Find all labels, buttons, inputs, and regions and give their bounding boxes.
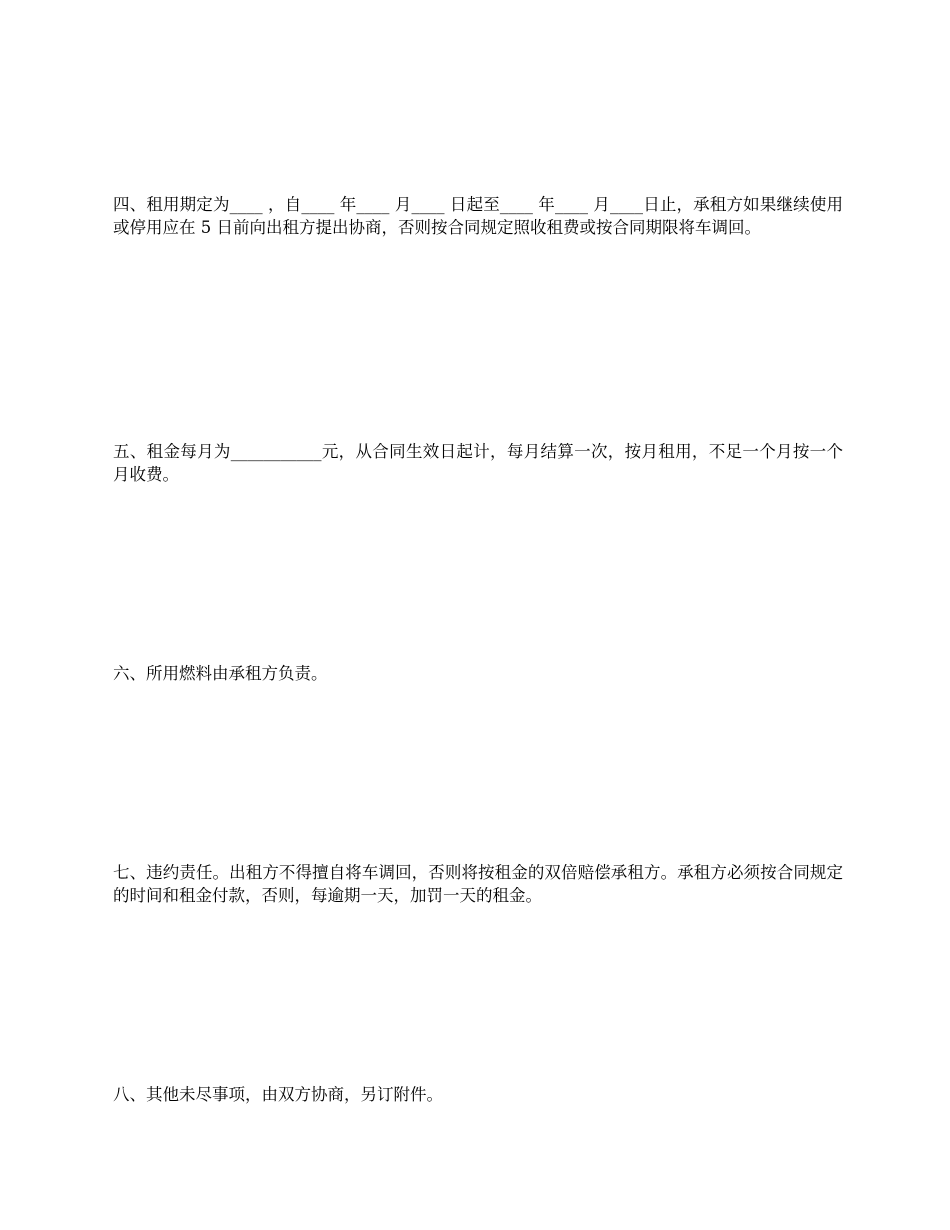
clause-six: 六、所用燃料由承租方负责。	[113, 664, 328, 683]
clause-eight: 八、其他未尽事项，由双方协商，另订附件。	[113, 1085, 443, 1104]
clause-five: 五、租金每月为___________元，从合同生效日起计，每月结算一次，按月租用，不足一个月按一个月收费。	[113, 442, 843, 484]
clause-four: 四、租用期定为____ ，自____ 年____ 月____ 日起至____ 年____ 月____日止，承租方如果继续使用或停用应在 5 日前向出租方提出协商，否则按合同规定照收租费或按合同期限将车调回。	[113, 195, 843, 237]
clause-seven: 七、违约责任。出租方不得擅自将车调回，否则将按租金的双倍赔偿承租方。承租方必须按合同规定的时间和租金付款，否则，每逾期一天，加罚一天的租金。	[113, 863, 843, 905]
